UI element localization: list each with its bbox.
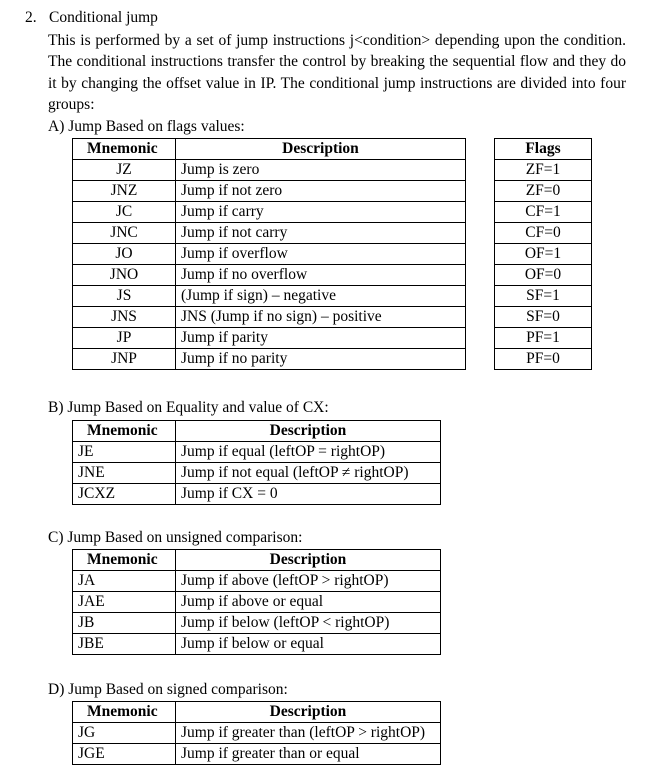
description-cell: Jump if not equal (leftOP ≠ rightOP): [176, 463, 441, 484]
table-header-row: [73, 139, 592, 160]
table-row: [73, 181, 592, 202]
flags-cell: SF=0: [495, 307, 592, 328]
table-spacer-cell: [466, 139, 495, 160]
description-cell: Jump if not carry: [176, 223, 466, 244]
mnemonic-cell: JZ: [73, 160, 176, 181]
description-header: Description: [176, 702, 441, 723]
table-row: [73, 463, 441, 484]
table-spacer-cell: [466, 265, 495, 286]
description-cell: Jump if above or equal: [176, 592, 441, 613]
mnemonic-header: Mnemonic: [73, 421, 176, 442]
table-row: [73, 328, 592, 349]
table-spacer-cell: [466, 307, 495, 328]
table-header-row: [73, 702, 441, 723]
mnemonic-cell: JP: [73, 328, 176, 349]
description-cell: Jump if no overflow: [176, 265, 466, 286]
mnemonic-cell: JAE: [73, 592, 176, 613]
table-row: [73, 349, 592, 370]
description-cell: Jump if greater than (leftOP > rightOP): [176, 723, 441, 744]
flags-cell: ZF=1: [495, 160, 592, 181]
flags-cell: ZF=0: [495, 181, 592, 202]
mnemonic-header: Mnemonic: [73, 550, 176, 571]
section-number: 2.: [25, 9, 37, 26]
table-spacer-cell: [466, 349, 495, 370]
table-spacer-cell: [466, 223, 495, 244]
mnemonic-cell: JB: [73, 613, 176, 634]
mnemonic-cell: JBE: [73, 634, 176, 655]
description-cell: Jump if equal (leftOP = rightOP): [176, 442, 441, 463]
mnemonic-cell: JNC: [73, 223, 176, 244]
mnemonic-cell: JA: [73, 571, 176, 592]
description-cell: Jump if above (leftOP > rightOP): [176, 571, 441, 592]
table-row: [73, 571, 441, 592]
table-header-row: [73, 550, 441, 571]
mnemonic-header: Mnemonic: [73, 139, 176, 160]
unsigned-jump-table: [72, 549, 441, 655]
table-row: [73, 723, 441, 744]
table-spacer-cell: [466, 181, 495, 202]
table-row: [73, 265, 592, 286]
group-c-heading: C) Jump Based on unsigned comparison:: [48, 529, 303, 546]
table-row: [73, 307, 592, 328]
flags-jump-table: [72, 138, 592, 370]
mnemonic-cell: JC: [73, 202, 176, 223]
flags-cell: PF=1: [495, 328, 592, 349]
flags-cell: CF=1: [495, 202, 592, 223]
table-row: [73, 442, 441, 463]
table-row: [73, 744, 441, 765]
table-spacer-cell: [466, 160, 495, 181]
mnemonic-cell: JNP: [73, 349, 176, 370]
description-cell: (Jump if sign) – negative: [176, 286, 466, 307]
flags-cell: OF=1: [495, 244, 592, 265]
equality-jump-table: [72, 420, 441, 505]
table-row: [73, 223, 592, 244]
mnemonic-cell: JS: [73, 286, 176, 307]
mnemonic-cell: JNZ: [73, 181, 176, 202]
mnemonic-cell: JGE: [73, 744, 176, 765]
mnemonic-cell: JCXZ: [73, 484, 176, 505]
description-header: Description: [176, 550, 441, 571]
description-cell: Jump if parity: [176, 328, 466, 349]
description-cell: JNS (Jump if no sign) – positive: [176, 307, 466, 328]
description-header: Description: [176, 139, 466, 160]
description-cell: Jump if CX = 0: [176, 484, 441, 505]
table-row: [73, 244, 592, 265]
description-cell: Jump if below (leftOP < rightOP): [176, 613, 441, 634]
description-cell: Jump is zero: [176, 160, 466, 181]
table-header-row: [73, 421, 441, 442]
description-cell: Jump if not zero: [176, 181, 466, 202]
flags-header: Flags: [495, 139, 592, 160]
description-header: Description: [176, 421, 441, 442]
description-cell: Jump if overflow: [176, 244, 466, 265]
flags-cell: CF=0: [495, 223, 592, 244]
table-row: [73, 202, 592, 223]
mnemonic-cell: JNS: [73, 307, 176, 328]
table-row: [73, 592, 441, 613]
description-cell: Jump if no parity: [176, 349, 466, 370]
table-row: [73, 634, 441, 655]
table-row: [73, 160, 592, 181]
intro-paragraph: This is performed by a set of jump instructions j<condition> depending upon the condition. The conditional instructions transfer the control by breaking the sequential flow and they do it by changing the offset value in IP. The conditional jump instructions are divided into four groups:: [48, 32, 626, 113]
table-spacer-cell: [466, 286, 495, 307]
mnemonic-header: Mnemonic: [73, 702, 176, 723]
description-cell: Jump if carry: [176, 202, 466, 223]
flags-cell: PF=0: [495, 349, 592, 370]
table-row: [73, 286, 592, 307]
section-title: Conditional jump: [49, 9, 158, 26]
group-b-heading: B) Jump Based on Equality and value of CX:: [48, 399, 329, 416]
group-a-heading: A) Jump Based on flags values:: [48, 118, 245, 135]
description-cell: Jump if greater than or equal: [176, 744, 441, 765]
table-row: [73, 484, 441, 505]
group-d-heading: D) Jump Based on signed comparison:: [48, 681, 288, 698]
mnemonic-cell: JNE: [73, 463, 176, 484]
mnemonic-cell: JE: [73, 442, 176, 463]
description-cell: Jump if below or equal: [176, 634, 441, 655]
mnemonic-cell: JG: [73, 723, 176, 744]
signed-jump-table: [72, 701, 441, 765]
flags-cell: OF=0: [495, 265, 592, 286]
table-spacer-cell: [466, 202, 495, 223]
mnemonic-cell: JNO: [73, 265, 176, 286]
section-heading: [25, 8, 158, 28]
flags-cell: SF=1: [495, 286, 592, 307]
table-spacer-cell: [466, 328, 495, 349]
mnemonic-cell: JO: [73, 244, 176, 265]
table-spacer-cell: [466, 244, 495, 265]
table-row: [73, 613, 441, 634]
